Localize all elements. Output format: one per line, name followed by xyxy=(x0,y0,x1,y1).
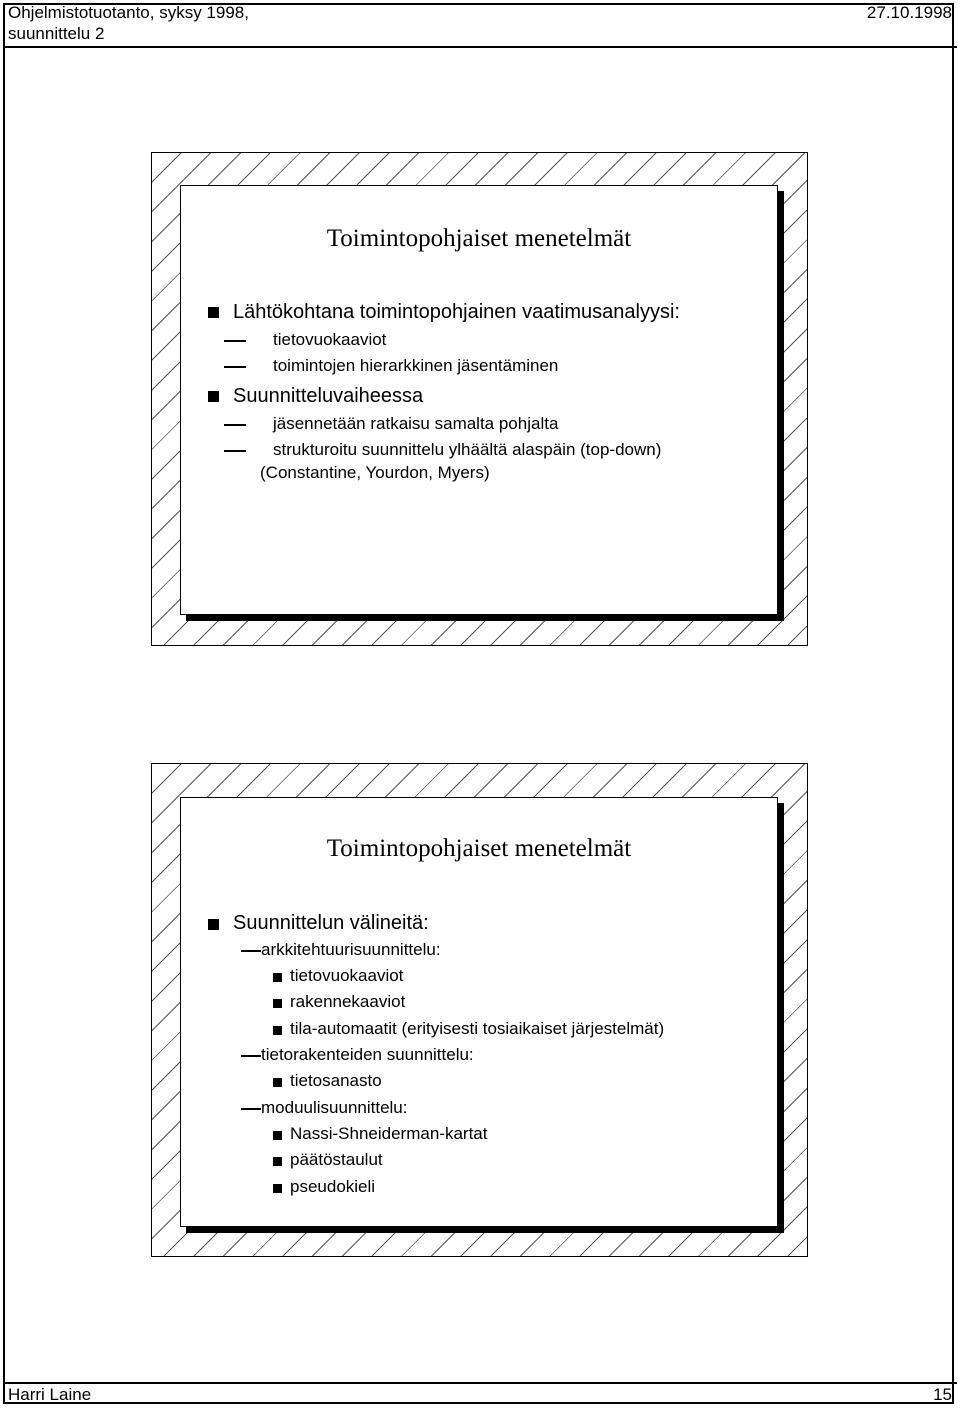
header-topic: suunnittelu 2 xyxy=(8,24,105,43)
slide-2-title: Toimintopohjaiset menetelmät xyxy=(326,835,632,862)
slide-2-item-10: päätöstaulut xyxy=(290,1150,383,1169)
footer-author: Harri Laine xyxy=(8,1385,92,1404)
bullet-square-icon xyxy=(273,1157,282,1166)
dash-icon xyxy=(241,950,261,952)
footer-rule xyxy=(3,1382,957,1384)
slide-2-item-9: Nassi-Shneiderman-kartat xyxy=(290,1124,488,1143)
slide-1-item-6: strukturoitu suunnittelu ylhäältä alaspäin (top-down) xyxy=(273,440,662,459)
bullet-square-icon xyxy=(208,307,219,318)
slide-1-title: Toimintopohjaiset menetelmät xyxy=(326,225,632,252)
dash-icon xyxy=(224,450,246,452)
slide-2-item-4: rakennekaaviot xyxy=(290,992,406,1011)
slide-2-item-6: tietorakenteiden suunnittelu: xyxy=(261,1045,474,1064)
slide-1-item-1: Lähtökohtana toimintopohjainen vaatimusanalyysi: xyxy=(233,301,680,323)
slide-1-item-3: toimintojen hierarkkinen jäsentäminen xyxy=(273,356,559,375)
slide-1-item-2: tietovuokaaviot xyxy=(273,330,387,349)
slide-2-item-7: tietosanasto xyxy=(290,1071,382,1090)
bullet-square-icon xyxy=(273,999,282,1008)
bullet-square-icon xyxy=(208,919,219,930)
slide-2-item-8: moduulisuunnittelu: xyxy=(261,1098,408,1117)
header-course: Ohjelmistotuotanto, syksy 1998, xyxy=(8,3,249,22)
slide-1-card xyxy=(180,185,778,615)
slide-2-item-3: tietovuokaaviot xyxy=(290,966,404,985)
slide-1-item-5: jäsennetään ratkaisu samalta pohjalta xyxy=(273,414,559,433)
dash-icon xyxy=(224,366,246,368)
dash-icon xyxy=(241,1055,261,1057)
bullet-square-icon xyxy=(273,973,282,982)
slide-2-item-11: pseudokieli xyxy=(290,1177,376,1196)
slide-2-item-5: tila-automaatit (erityisesti tosiaikaiset järjestelmät) xyxy=(290,1019,665,1038)
bullet-square-icon xyxy=(273,1131,282,1140)
header-date: 27.10.1998 xyxy=(866,3,952,22)
dash-icon xyxy=(224,340,246,342)
footer-page-number: 15 xyxy=(933,1385,952,1404)
bullet-square-icon xyxy=(208,391,219,402)
bullet-square-icon xyxy=(273,1078,282,1087)
slide-2-card xyxy=(180,797,778,1227)
slide-2-item-2: arkkitehtuurisuunnittelu: xyxy=(261,940,441,959)
dash-icon xyxy=(224,424,246,426)
slide-1-item-4: Suunnitteluvaiheessa xyxy=(233,385,424,407)
slide-1-item-7: (Constantine, Yourdon, Myers) xyxy=(260,463,490,482)
dash-icon xyxy=(241,1108,261,1110)
slide-2-item-1: Suunnittelun välineitä: xyxy=(233,912,429,934)
bullet-square-icon xyxy=(273,1184,282,1193)
bullet-square-icon xyxy=(273,1026,282,1035)
header-rule xyxy=(3,46,957,48)
